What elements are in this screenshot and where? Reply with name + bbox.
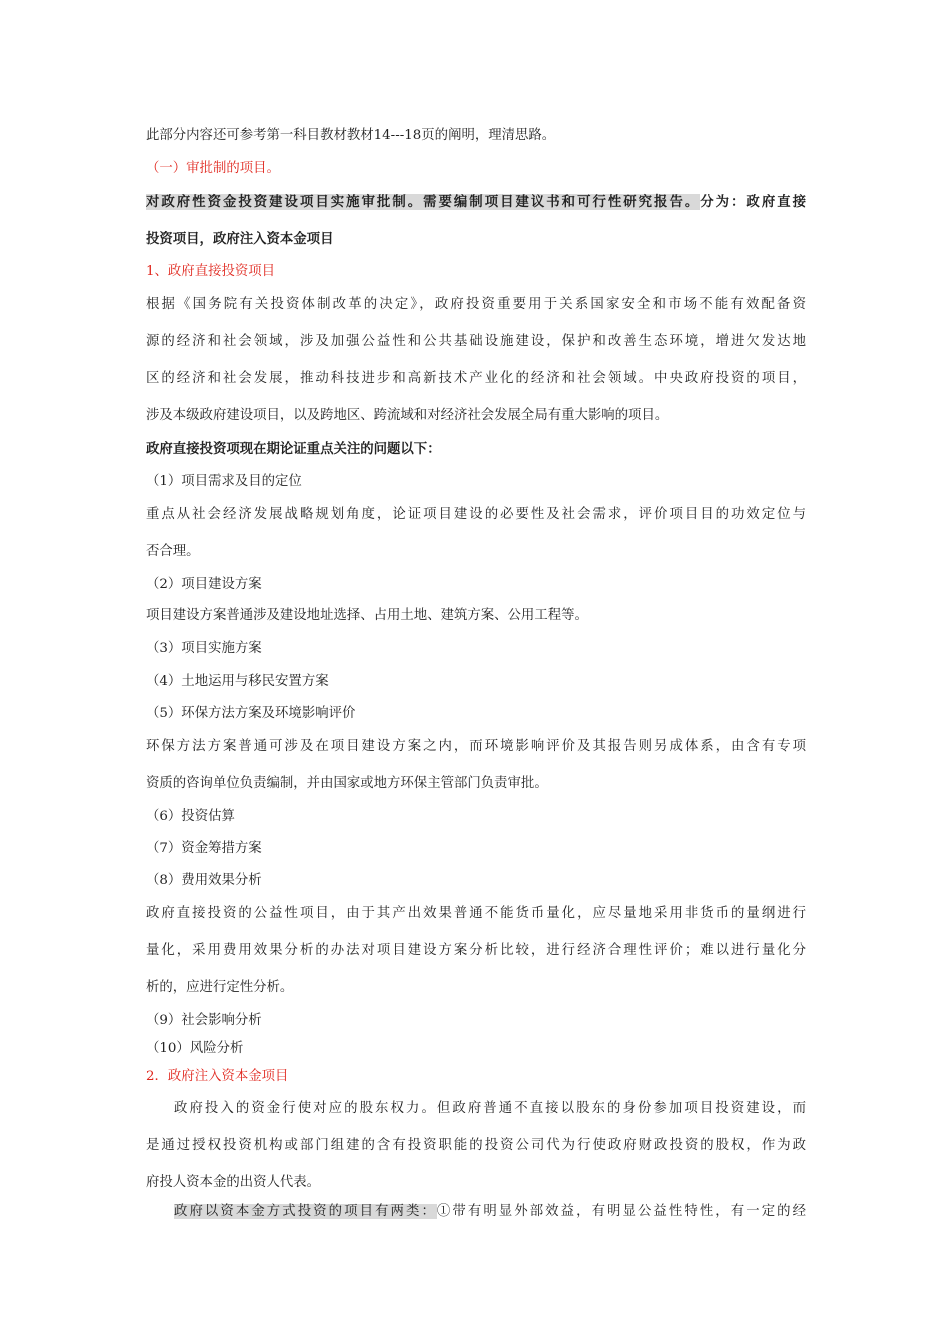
approval-para-line2: 投资项目，政府注入资本金项目 — [146, 231, 334, 247]
list-item-6: （6）投资估算 — [146, 809, 235, 824]
sub2-para-line: 府投人资本金的出资人代表。 — [146, 1175, 321, 1190]
last-line-highlight: 政府以资本金方式投资的项目有两类： — [174, 1204, 437, 1219]
item8-para-line: 量化，采用费用效果分析的办法对项目建设方案分析比较，进行经济合理性评价；难以进行量化分 — [146, 943, 806, 958]
item1-para-line: 否合理。 — [146, 544, 200, 559]
item8-para-line: 政府直接投资的公益性项目，由于其产出效果普通不能货币量化，应尽量地采用非货币的量纲进行 — [146, 906, 806, 921]
item5-para-line: 环保方法方案普通可涉及在项目建设方案之内，而环境影响评价及其报告则另成体系，由含有专项 — [146, 739, 806, 754]
intro-text: 此部分内容还可参考第一科目教材教材14---18页的阐明，理清思路。 — [146, 128, 556, 143]
list-item-5: （5）环保方法方案及环境影响评价 — [146, 706, 356, 721]
item2-para: 项目建设方案普通涉及建设地址选择、占用土地、建筑方案、公用工程等。 — [146, 608, 588, 623]
approval-rest: 分为：政府直接 — [700, 194, 806, 210]
list-item-10: （10）风险分析 — [146, 1041, 244, 1056]
list-item-3: （3）项目实施方案 — [146, 641, 262, 656]
approval-para-line1 — [146, 192, 806, 212]
list-item-2: （2）项目建设方案 — [146, 577, 262, 592]
sub1-para-line: 涉及本级政府建设项目，以及跨地区、跨流域和对经济社会发展全局有重大影响的项目。 — [146, 408, 669, 423]
sub1-para-line: 源的经济和社会领域，涉及加强公益性和公共基础设施建设，保护和改善生态环境，增进欠发达地 — [146, 334, 806, 349]
last-para-line — [146, 1202, 806, 1222]
list-item-8: （8）费用效果分析 — [146, 873, 262, 888]
list-item-7: （7）资金筹措方案 — [146, 841, 262, 856]
section1-heading: （一）审批制的项目。 — [146, 161, 280, 176]
sub1-para-line: 区的经济和社会发展，推动科技进步和高新技术产业化的经济和社会领域。中央政府投资的项目， — [146, 371, 806, 386]
list-item-1: （1）项目需求及目的定位 — [146, 474, 302, 489]
sub1-heading: 1、政府直接投资项目 — [146, 264, 276, 279]
list-item-4: （4）土地运用与移民安置方案 — [146, 674, 329, 689]
focus-heading: 政府直接投资项现在期论证重点关注的问题以下： — [146, 441, 441, 457]
sub2-para-line: 政府投入的资金行使对应的股东权力。但政府普通不直接以股东的身份参加项目投资建设，而 — [174, 1101, 806, 1116]
sub2-heading: 2．政府注入资本金项目 — [146, 1069, 289, 1084]
sub2-para-line: 是通过授权投资机构或部门组建的含有投资职能的投资公司代为行使政府财政投资的股权，作为政 — [146, 1138, 806, 1153]
approval-highlight: 对政府性资金投资建设项目实施审批制。需要编制项目建议书和可行性研究报告。 — [146, 194, 701, 210]
item1-para-line: 重点从社会经济发展战略规划角度，论证项目建设的必要性及社会需求，评价项目目的功效定位与 — [146, 507, 806, 522]
list-item-9: （9）社会影响分析 — [146, 1013, 262, 1028]
last-line-rest: ①带有明显外部效益，有明显公益性特性，有一定的经 — [436, 1204, 807, 1219]
item8-para-line: 析的，应进行定性分析。 — [146, 980, 294, 995]
item5-para-line: 资质的咨询单位负责编制，并由国家或地方环保主管部门负责审批。 — [146, 776, 548, 791]
sub1-para-line: 根据《国务院有关投资体制改革的决定》，政府投资重要用于关系国家安全和市场不能有效配备资 — [146, 297, 806, 312]
